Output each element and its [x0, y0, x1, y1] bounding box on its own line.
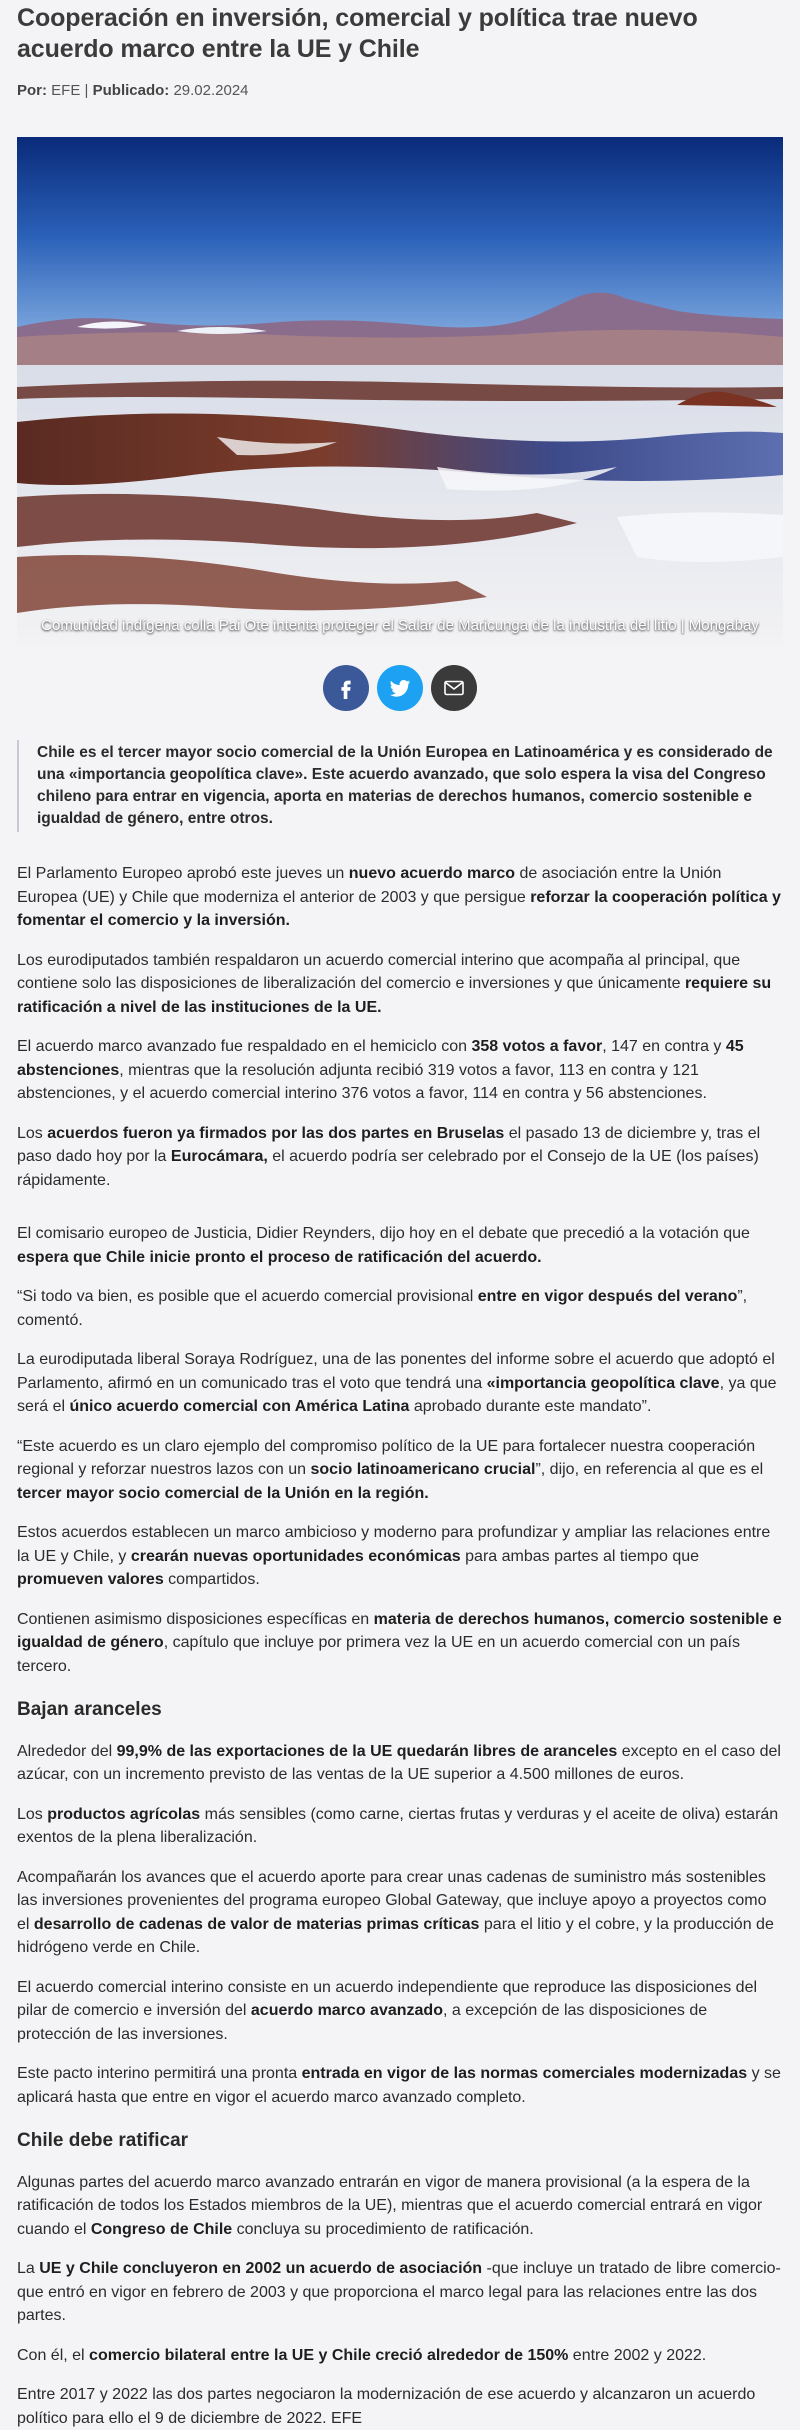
text: , capítulo que incluye por primera vez la UE en un acuerdo comercial con un país tercero. [17, 1634, 740, 1675]
section-heading-ratificar: Chile debe ratificar [17, 2129, 783, 2153]
bold-text: espera que Chile inicie pronto el proceso de ratificación del acuerdo. [17, 1249, 542, 1266]
text: El acuerdo marco avanzado fue respaldado en el hemiciclo con [17, 1038, 472, 1055]
article-paragraph [17, 1348, 783, 1419]
bold-text: reforzar la cooperación política y fomentar el comercio y la inversión. [17, 889, 781, 930]
text: “Este acuerdo es un claro ejemplo del compromiso político de la UE para fortalecer nuestra cooperación regional y reforzar nuestros lazos con un [17, 1438, 755, 1479]
share-bar [17, 665, 783, 711]
byline-by-label: Por: [17, 82, 47, 99]
email-share-button[interactable] [431, 665, 477, 711]
text: y se aplicará hasta que entre en vigor el acuerdo marco avanzado completo. [17, 2065, 781, 2106]
facebook-icon [335, 677, 357, 699]
article-paragraph [17, 1866, 783, 1960]
text: El comisario europeo de Justicia, Didier Reynders, dijo hoy en el debate que precedió a la votación que [17, 1225, 750, 1242]
article-paragraph [17, 1222, 783, 1269]
article-paragraphs [17, 862, 783, 1678]
text: concluya su procedimiento de ratificación. [232, 2221, 534, 2238]
twitter-share-button[interactable] [377, 665, 423, 711]
bold-text: requiere su ratificación a nivel de las instituciones de la UE. [17, 975, 771, 1016]
text: ”, comentó. [17, 1288, 747, 1329]
text: El Parlamento Europeo aprobó este jueves un [17, 865, 349, 882]
section-aranceles [17, 1740, 783, 2110]
article-paragraph [17, 862, 783, 933]
text: aprobado durante este mandato”. [409, 1398, 651, 1415]
bold-text: acuerdo marco avanzado [251, 2002, 443, 2019]
bold-text: 45 abstenciones [17, 1038, 744, 1079]
section-heading-aranceles: Bajan aranceles [17, 1698, 783, 1722]
text: Los eurodiputados también respaldaron un acuerdo comercial interino que acompaña al principal, que contiene solo las disposiciones de liberalización del comercio e inversiones y que únicamente [17, 952, 740, 993]
text: para ambas partes al tiempo que [461, 1548, 699, 1565]
salar-photo [17, 137, 783, 645]
bold-text: nuevo acuerdo marco [349, 865, 515, 882]
text: Alrededor del [17, 1743, 117, 1760]
twitter-icon [388, 676, 412, 700]
text: , a excepción de las disposiciones de protección de las inversiones. [17, 2002, 707, 2043]
bold-text: 99,9% de las exportaciones de la UE quedarán libres de aranceles [117, 1743, 618, 1760]
article-paragraph [17, 949, 783, 1020]
text: el pasado 13 de diciembre y, tras el paso dado hoy por la [17, 1125, 760, 1166]
email-icon [442, 676, 466, 700]
text: entre 2002 y 2022. [568, 2347, 706, 2364]
article-paragraph [17, 1435, 783, 1506]
bold-text: «importancia geopolítica clave [487, 1375, 720, 1392]
text: Estos acuerdos establecen un marco ambicioso y moderno para profundizar y ampliar las relaciones entre la UE y Chile, y [17, 1524, 770, 1565]
text: excepto en el caso del azúcar, con un incremento previsto de las ventas de la UE superior a 4.500 millones de euros. [17, 1743, 781, 1784]
text: La eurodiputada liberal Soraya Rodríguez, una de las ponentes del informe sobre el acuerdo que adoptó el Parlamento, afirmó en un comunicado tras el voto que tendrá una [17, 1351, 775, 1392]
bold-text: entre en vigor después del verano [478, 1288, 738, 1305]
text: compartidos. [164, 1571, 260, 1588]
byline [17, 82, 783, 99]
text: , 147 en contra y [602, 1038, 726, 1055]
text: , ya que será el [17, 1375, 777, 1416]
text: ”, dijo, en referencia al que es el [535, 1461, 763, 1478]
hero-image [17, 137, 783, 645]
article-paragraph [17, 1122, 783, 1193]
bold-text: crearán nuevas oportunidades económicas [131, 1548, 461, 1565]
article-paragraph [17, 1803, 783, 1850]
text: más sensibles (como carne, ciertas frutas y verduras y el aceite de oliva) estarán exentos de la plena liberalización. [17, 1806, 778, 1847]
bold-text: promueven valores [17, 1571, 164, 1588]
facebook-share-button[interactable] [323, 665, 369, 711]
text: El acuerdo comercial interino consiste en un acuerdo independiente que reproduce las disposiciones del pilar de comercio e inversión del [17, 1979, 757, 2020]
article-paragraph [17, 1285, 783, 1332]
text: “Si todo va bien, es posible que el acuerdo comercial provisional [17, 1288, 478, 1305]
text: -que incluye un tratado de libre comercio- que entró en vigor en febrero de 2003 y que proporciona el marco legal para las relaciones entre las dos partes. [17, 2260, 781, 2324]
article-paragraph [17, 2257, 783, 2328]
text: Entre 2017 y 2022 las dos partes negociaron la modernización de ese acuerdo y alcanzaron un acuerdo político para ello el 9 de diciembre de 2022. EFE [17, 2386, 755, 2427]
article-paragraph [17, 2062, 783, 2109]
text: , mientras que la resolución adjunta recibió 319 votos a favor, 113 en contra y 121 abstenciones, y el acuerdo comercial interino 376 votos a favor, 114 en contra y 56 abstenciones. [17, 1062, 707, 1103]
article-paragraph [17, 2344, 783, 2368]
bold-text: tercer mayor socio comercial de la Unión en la región. [17, 1485, 429, 1502]
text: Con él, el [17, 2347, 89, 2364]
text: Los [17, 1806, 47, 1823]
section-ratificar [17, 2171, 783, 2430]
article-paragraph [17, 1740, 783, 1787]
byline-separator: | [85, 82, 89, 99]
byline-author: EFE [51, 82, 80, 99]
text: Este pacto interino permitirá una pronta [17, 2065, 302, 2082]
bold-text: entrada en vigor de las normas comerciales modernizadas [302, 2065, 748, 2082]
text: Contienen asimismo disposiciones específicas en [17, 1611, 374, 1628]
bold-text: Eurocámara, [171, 1148, 268, 1165]
text: La [17, 2260, 39, 2277]
bold-text: productos agrícolas [47, 1806, 200, 1823]
byline-published-label: Publicado: [93, 82, 170, 99]
bold-text: socio latinoamericano crucial [310, 1461, 535, 1478]
bold-text: 358 votos a favor [472, 1038, 603, 1055]
bold-text: desarrollo de cadenas de valor de materias primas críticas [34, 1916, 480, 1933]
article-lead: Chile es el tercer mayor socio comercial de la Unión Europea en Latinoamérica y es considerado de una «importancia geopolítica clave». Este acuerdo avanzado, que solo espera la visa del Congreso chileno para entrar en vigencia, aporta en materias de derechos humanos, comercio sostenible e igualdad de género, entre otros. [17, 740, 783, 832]
byline-date: 29.02.2024 [173, 82, 248, 99]
article-paragraph [17, 1521, 783, 1592]
article-body [17, 862, 783, 2430]
text: Los [17, 1125, 47, 1142]
text: Acompañarán los avances que el acuerdo aporte para crear unas cadenas de suministro más sostenibles las inversiones provenientes del programa europeo Global Gateway, que incluye apoyo a proyectos como el [17, 1869, 766, 1933]
text: Algunas partes del acuerdo marco avanzado entrarán en vigor de manera provisional (a la espera de la ratificación de todos los Estados miembros de la UE), mientras que el acuerdo comercial entrará en vigor cuando el [17, 2174, 762, 2238]
text: de asociación entre la Unión Europea (UE) y Chile que moderniza el anterior de 2003 y que persigue [17, 865, 721, 906]
bold-text: comercio bilateral entre la UE y Chile creció alrededor de 150% [89, 2347, 568, 2364]
text: el acuerdo podría ser celebrado por el Consejo de la UE (los países) rápidamente. [17, 1148, 759, 1189]
image-caption: Comunidad indígena colla Pai Ote intenta proteger el Salar de Maricunga de la industria del litio | Mongabay [17, 617, 783, 634]
article-paragraph [17, 2171, 783, 2242]
bold-text: UE y Chile concluyeron en 2002 un acuerdo de asociación [39, 2260, 482, 2277]
article-title: Cooperación en inversión, comercial y política trae nuevo acuerdo marco entre la UE y Chile [17, 0, 783, 65]
bold-text: Congreso de Chile [91, 2221, 232, 2238]
text: para el litio y el cobre, y la producción de hidrógeno verde en Chile. [17, 1916, 774, 1957]
bold-text: acuerdos fueron ya firmados por las dos partes en Bruselas [47, 1125, 504, 1142]
article-paragraph [17, 1976, 783, 2047]
bold-text: materia de derechos humanos, comercio sostenible e igualdad de género [17, 1611, 782, 1652]
article-paragraph [17, 1608, 783, 1679]
article-paragraph [17, 1035, 783, 1106]
bold-text: único acuerdo comercial con América Latina [69, 1398, 409, 1415]
